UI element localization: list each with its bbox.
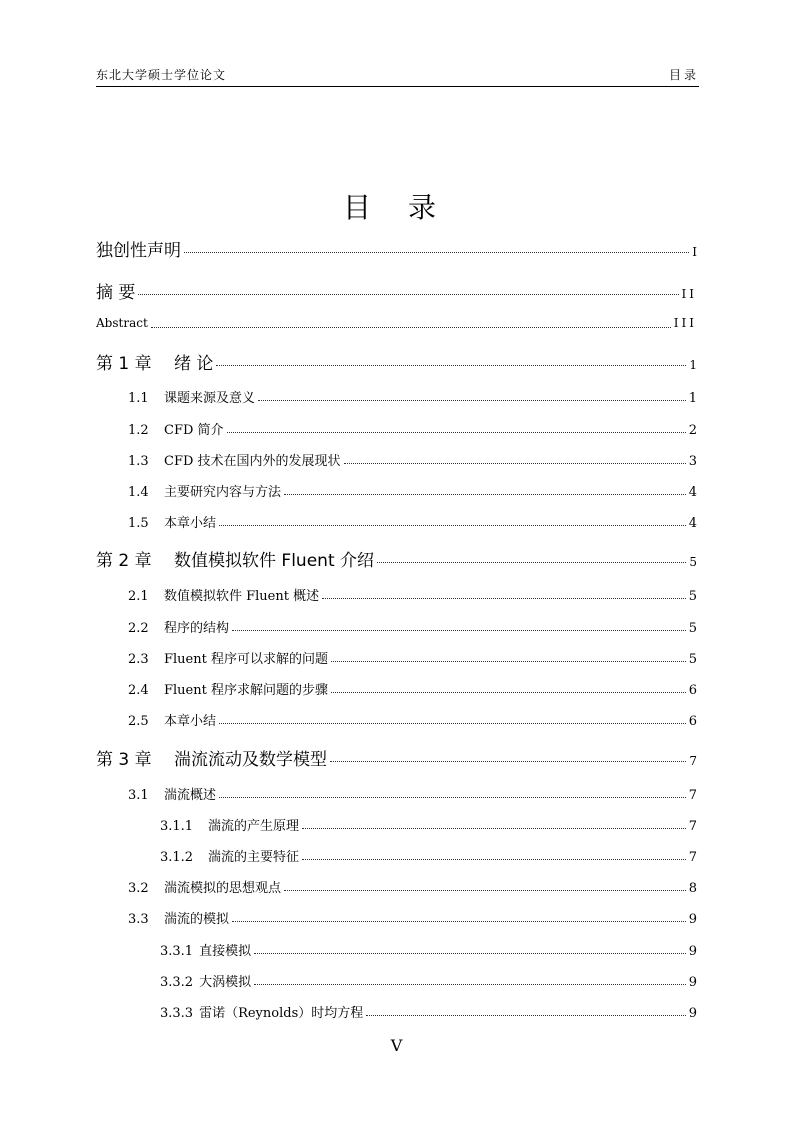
toc-entry-page: 4 <box>688 516 697 531</box>
leader-dots <box>254 953 686 954</box>
toc-entry-label: Fluent 程序求解问题的步骤 <box>164 683 328 698</box>
toc-entry-section[interactable] <box>128 877 697 896</box>
toc-entry-label: 本章小结 <box>164 516 217 531</box>
toc-entry-subsection[interactable] <box>160 846 697 865</box>
header-section-title: 目录 <box>668 68 699 82</box>
toc-entry-subsection[interactable] <box>160 940 697 959</box>
toc-entry-number: 1.1 <box>128 391 149 406</box>
toc-entry-chapter-1[interactable] <box>96 349 697 374</box>
toc-entry-label: CFD 简介 <box>164 423 224 438</box>
toc-entry-number: 2.4 <box>128 683 149 698</box>
toc-entry-page: 7 <box>688 850 697 865</box>
toc-entry-label: 雷诺（Reynolds）时均方程 <box>199 1006 364 1021</box>
toc-entry-number: 3.1.1 <box>160 819 194 834</box>
leader-dots <box>344 463 686 464</box>
toc-entry-chapter-3[interactable] <box>96 745 697 770</box>
leader-dots <box>219 797 686 798</box>
toc-entry-label: 独创性声明 <box>96 241 181 261</box>
toc-entry-number: 1.5 <box>128 516 149 531</box>
toc-entry-section[interactable] <box>128 450 697 469</box>
toc-entry-number: 3.1 <box>128 788 149 803</box>
leader-dots <box>232 630 686 631</box>
leader-dots <box>184 252 689 253</box>
toc-entry-label: 湍流概述 <box>164 788 217 803</box>
page-number: V <box>390 1036 403 1055</box>
leader-dots <box>227 432 686 433</box>
toc-entry-label: 直接模拟 <box>199 944 252 959</box>
toc-entry-page: 3 <box>688 454 697 469</box>
leader-dots <box>366 1015 685 1016</box>
toc-entry-page: 6 <box>688 683 697 698</box>
toc-entry-number: 3.3.1 <box>160 944 194 959</box>
toc-entry-page: 7 <box>688 788 697 803</box>
leader-dots <box>331 692 686 693</box>
toc-entry-page: III <box>673 316 697 330</box>
leader-dots <box>322 598 686 599</box>
toc-entry-section[interactable] <box>128 419 697 438</box>
leader-dots <box>219 723 686 724</box>
toc-entry-page: 4 <box>688 485 697 500</box>
toc-entry-label: 湍流的主要特征 <box>208 850 300 865</box>
toc-entry-page: I <box>692 245 697 259</box>
toc-entry-number: 3.1.2 <box>160 850 194 865</box>
toc-entry-page: II <box>681 287 697 301</box>
toc-entry-label: CFD 技术在国内外的发展现状 <box>164 454 341 469</box>
leader-dots <box>284 890 686 891</box>
toc-entry-section[interactable] <box>128 648 697 667</box>
toc-entry-number: 3.3.3 <box>160 1006 194 1021</box>
toc-entry-page: 2 <box>688 423 697 438</box>
leader-dots <box>254 984 686 985</box>
toc-entry-section[interactable] <box>128 908 697 927</box>
toc-entry-declaration[interactable] <box>96 236 697 261</box>
toc-entry-page: 5 <box>688 621 697 636</box>
toc-entry-number: 2.3 <box>128 652 149 667</box>
toc-entry-label: 程序的结构 <box>164 621 230 636</box>
leader-dots <box>302 828 686 829</box>
toc-entry-section[interactable] <box>128 387 697 406</box>
toc-entry-page: 5 <box>689 555 697 569</box>
toc-entry-label: 第 2 章 数值模拟软件 Fluent 介绍 <box>96 551 375 571</box>
toc-entry-label: 大涡模拟 <box>199 975 252 990</box>
toc-entry-number: 2.5 <box>128 714 149 729</box>
header-thesis-title: 东北大学硕士学位论文 <box>96 68 227 82</box>
toc-entry-page: 5 <box>688 589 697 604</box>
toc-entry-chapter-2[interactable] <box>96 546 697 571</box>
toc-entry-page: 9 <box>688 944 697 959</box>
toc-entry-label: 湍流模拟的思想观点 <box>164 881 282 896</box>
toc-entry-section[interactable] <box>128 679 697 698</box>
leader-dots <box>330 761 686 762</box>
leader-dots <box>284 494 686 495</box>
toc-entry-label: 湍流的模拟 <box>164 912 230 927</box>
toc-entry-label: 数值模拟软件 Fluent 概述 <box>164 589 320 604</box>
toc-entry-label: 第 1 章 绪 论 <box>96 354 214 374</box>
toc-entry-page: 9 <box>688 1006 697 1021</box>
toc-entry-page: 9 <box>688 912 697 927</box>
page-title: 目 录 <box>343 191 450 224</box>
toc-entry-section[interactable] <box>128 585 697 604</box>
toc-entry-page: 7 <box>689 754 697 768</box>
toc-entry-page: 8 <box>688 881 697 896</box>
toc-entry-label: 摘 要 <box>96 283 136 303</box>
leader-dots <box>331 661 686 662</box>
toc-entry-abstract-en[interactable] <box>96 316 697 330</box>
toc-entry-section[interactable] <box>128 481 697 500</box>
toc-entry-number: 3.3 <box>128 912 149 927</box>
leader-dots <box>258 400 686 401</box>
toc-entry-label: 湍流的产生原理 <box>208 819 300 834</box>
toc-entry-number: 2.2 <box>128 621 149 636</box>
toc-entry-number: 3.3.2 <box>160 975 194 990</box>
toc-entry-page: 6 <box>688 714 697 729</box>
toc-entry-number: 1.2 <box>128 423 149 438</box>
toc-entry-number: 1.3 <box>128 454 149 469</box>
toc-entry-number: 3.2 <box>128 881 149 896</box>
toc-entry-section[interactable] <box>128 617 697 636</box>
leader-dots <box>138 294 678 295</box>
toc-entry-section[interactable] <box>128 512 697 531</box>
leader-dots <box>151 327 671 328</box>
toc-entry-page: 7 <box>688 819 697 834</box>
leader-dots <box>377 562 686 563</box>
toc-entry-number: 1.4 <box>128 485 149 500</box>
toc-entry-subsection[interactable] <box>160 1002 697 1021</box>
toc-entry-page: 1 <box>688 391 697 406</box>
toc-entry-label: 本章小结 <box>164 714 217 729</box>
toc-entry-number: 2.1 <box>128 589 149 604</box>
leader-dots <box>216 365 686 366</box>
toc-entry-label: Fluent 程序可以求解的问题 <box>164 652 328 667</box>
toc-entry-page: 9 <box>688 975 697 990</box>
toc-entry-page: 1 <box>689 358 697 372</box>
toc-entry-section[interactable] <box>128 710 697 729</box>
toc-entry-label: 主要研究内容与方法 <box>164 485 282 500</box>
toc-entry-subsection[interactable] <box>160 815 697 834</box>
toc-entry-label: 课题来源及意义 <box>164 391 256 406</box>
leader-dots <box>302 859 686 860</box>
leader-dots <box>232 921 686 922</box>
toc-entry-subsection[interactable] <box>160 971 697 990</box>
toc-entry-label: Abstract <box>96 316 148 330</box>
toc-entry-section[interactable] <box>128 784 697 803</box>
toc-entry-abstract-cn[interactable] <box>96 278 697 303</box>
toc-entry-label: 第 3 章 湍流流动及数学模型 <box>96 750 328 770</box>
toc-entry-page: 5 <box>688 652 697 667</box>
leader-dots <box>219 525 686 526</box>
